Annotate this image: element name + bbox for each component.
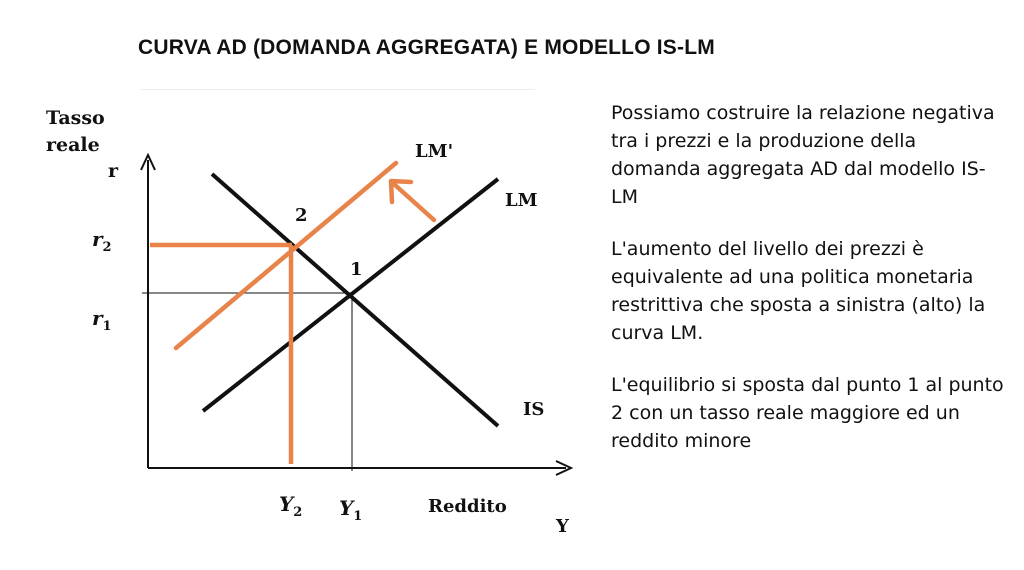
- is-label: IS: [523, 399, 545, 420]
- page-title: CURVA AD (DOMANDA AGGREGATA) E MODELLO IS-LM: [138, 36, 715, 59]
- y2-label: $Y_2$: [279, 492, 303, 520]
- explanation-paragraph-3: L'equilibrio si sposta dal punto 1 al punto 2 con un tasso reale maggiore ed un reddito minore: [611, 374, 1004, 452]
- explanation-text: [611, 99, 1011, 479]
- r1-label: $r_1$: [92, 306, 112, 334]
- lm-label: LM: [505, 190, 538, 211]
- y-axis-title-line2: reale: [46, 134, 100, 156]
- lm-curve: [203, 179, 498, 411]
- lm-prime-label: LM': [415, 141, 454, 162]
- point-2-label: 2: [295, 205, 308, 226]
- x-axis-symbol: Y: [556, 516, 569, 537]
- point-1-label: 1: [350, 259, 363, 280]
- y-axis-symbol: r: [108, 160, 119, 182]
- lm-prime-curve: [176, 163, 396, 348]
- explanation-paragraph-2: L'aumento del livello dei prezzi è equivalente ad una politica monetaria restrittiva che sposta a sinistra (alto) la curva LM.: [611, 238, 986, 344]
- y1-label: $Y_1$: [339, 496, 363, 524]
- x-axis-title: Reddito: [428, 496, 507, 517]
- shift-arrow: [395, 185, 434, 220]
- explanation-paragraph-1: Possiamo costruire la relazione negativa tra i prezzi e la produzione della domanda aggregata AD dal modello IS-LM: [611, 102, 995, 208]
- r2-label: $r_2$: [92, 227, 112, 255]
- y-axis-title-line1: Tasso: [46, 107, 105, 129]
